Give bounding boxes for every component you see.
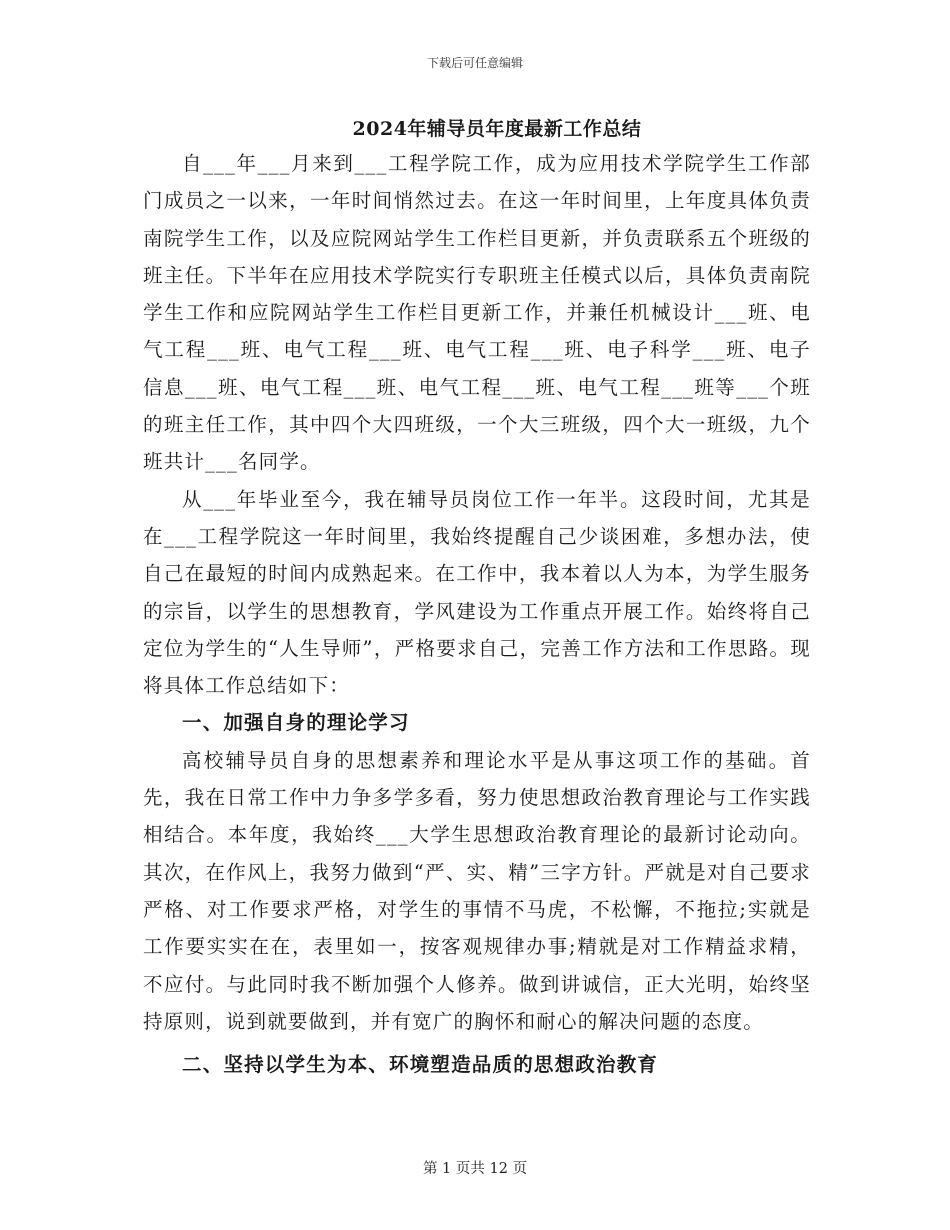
- page-header-note: 下载后可任意编辑: [426, 56, 523, 70]
- section-heading-2: 二、坚持以学生为本、环境塑造品质的思想政治教育: [182, 1053, 659, 1077]
- page-footer: [0, 1157, 950, 1178]
- footer-page-number: 1: [442, 1161, 452, 1177]
- footer-prefix: 第: [422, 1161, 438, 1177]
- document-body: [143, 145, 811, 1083]
- paragraph-theory-study: 高校辅导员自身的思想素养和理论水平是从事这项工作的基础。首先，我在日常工作中力争多学多看，努力使思想政治教育理论与工作实践相结合。本年度，我始终___大学生思想政治教育理论的最新讨论动向。其次，在作风上，我努力做到“严、实、精”三字方针。严就是对自己要求严格、对工作要求严格，对学生的事情不马虎，不松懈，不拖拉;实就是工作要实实在在，表里如一，按客观规律办事;精就是对工作精益求精，不应付。与此同时我不断加强个人修养。做到讲诚信，正大光明，始终坚持原则，说到就要做到，并有宽广的胸怀和耐心的解决问题的态度。: [143, 748, 811, 1033]
- section-heading-1: 一、加强自身的理论学习: [182, 711, 410, 735]
- footer-total-pages: 12: [489, 1161, 508, 1177]
- footer-middle: 页共: [455, 1161, 485, 1177]
- footer-suffix: 页: [512, 1161, 528, 1177]
- paragraph-intro: 自___年___月来到___工程学院工作，成为应用技术学院学生工作部门成员之一以来，一年时间悄然过去。在这一年时间里，上年度具体负责南院学生工作，以及应院网站学生工作栏目更新，并负责联系五个班级的班主任。下半年在应用技术学院实行专职班主任模式以后，具体负责南院学生工作和应院网站学生工作栏目更新工作，并兼任机械设计___班、电气工程___班、电气工程___班、电气工程___班、电子科学___班、电子信息___班、电气工程___班、电气工程___班、电气工程___班等___个班的班主任工作，其中四个大四班级，一个大三班级，四个大一班级，九个班共计___名同学。: [143, 152, 811, 474]
- paragraph-overview: 从___年毕业至今，我在辅导员岗位工作一年半。这段时间，尤其是在___工程学院这一年时间里，我始终提醒自己少谈困难，多想办法，使自己在最短的时间内成熟起来。在工作中，我本着以人为本，为学生服务的宗旨，以学生的思想教育，学风建设为工作重点开展工作。始终将自己定位为学生的“人生导师”，严格要求自己，完善工作方法和工作思路。现将具体工作总结如下：: [143, 487, 811, 698]
- document-title: 2024年辅导员年度最新工作总结: [352, 118, 642, 140]
